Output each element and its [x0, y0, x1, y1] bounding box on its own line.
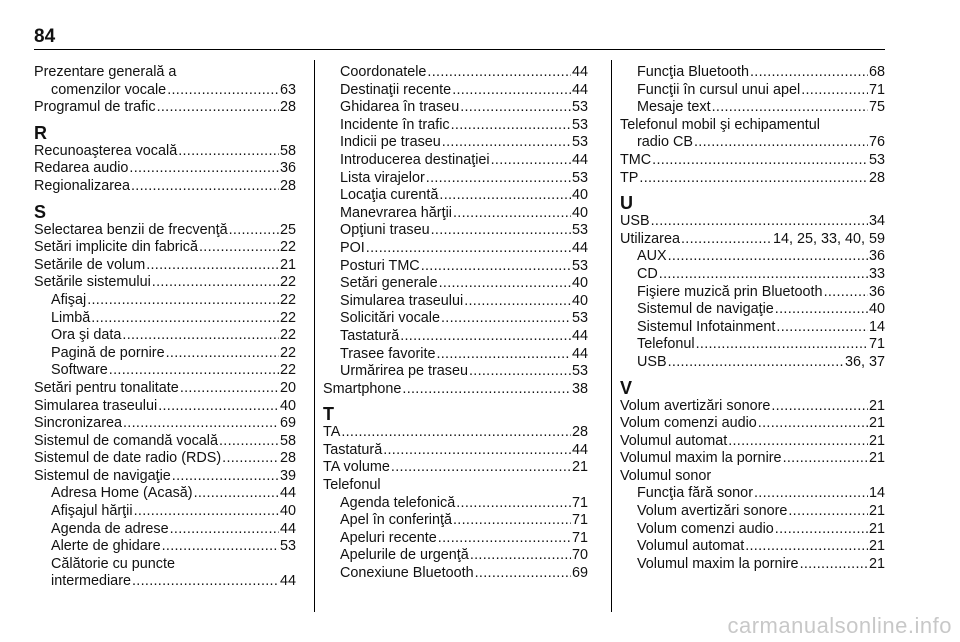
index-entry: USB ..... 36, 37: [620, 354, 885, 372]
index-entry: Telefonul ..... 71: [620, 336, 885, 354]
index-entry: Introducerea destinaţiei ..... 44: [323, 152, 588, 170]
index-entry: Programul de trafic ..... 28: [34, 99, 296, 117]
index-entry: Sistemul de navigaţie ..... 40: [620, 301, 885, 319]
index-entry: Sistemul de navigaţie ..... 39: [34, 468, 296, 486]
index-entry: Volumul sonor: [620, 467, 712, 484]
index-entry: Agenda telefonică ..... 71: [323, 495, 588, 513]
index-entry: Apel în conferinţă ..... 71: [323, 512, 588, 530]
index-entry: Selectarea benzii de frecvenţă ..... 25: [34, 222, 296, 240]
index-entry: Alerte de ghidare ..... 53: [34, 538, 296, 556]
index-entry: Lista virajelor ..... 53: [323, 170, 588, 188]
index-entry: Mesaje text ..... 75: [620, 99, 885, 117]
column-divider: [611, 60, 612, 612]
index-entry: Volumul automat ..... 21: [620, 538, 885, 556]
column-divider: [314, 60, 315, 612]
index-entry: Fişiere muzică prin Bluetooth ..... 36: [620, 284, 885, 302]
index-entry: Volumul automat ..... 21: [620, 433, 885, 451]
index-entry: Apeluri recente ..... 71: [323, 530, 588, 548]
section-letter: R: [34, 122, 47, 143]
index-entry: Ora şi data ..... 22: [34, 327, 296, 345]
index-entry: Sincronizarea ..... 69: [34, 415, 296, 433]
index-entry: TA volume ..... 21: [323, 459, 588, 477]
index-entry: Sistemul Infotainment ..... 14: [620, 319, 885, 337]
index-entry: Volum comenzi audio ..... 21: [620, 521, 885, 539]
index-entry: TMC ..... 53: [620, 152, 885, 170]
index-entry: Agenda de adrese ..... 44: [34, 521, 296, 539]
index-entry: USB ..... 34: [620, 213, 885, 231]
index-entry: Adresa Home (Acasă) ..... 44: [34, 485, 296, 503]
index-entry: Opţiuni traseu ..... 53: [323, 222, 588, 240]
index-entry: POI ..... 44: [323, 240, 588, 258]
index-entry: Urmărirea pe traseu ..... 53: [323, 363, 588, 381]
index-entry: Pagină de pornire ..... 22: [34, 345, 296, 363]
index-entry: Volumul maxim la pornire ..... 21: [620, 556, 885, 574]
index-entry: Setări implicite din fabrică ..... 22: [34, 239, 296, 257]
index-entry: Volum comenzi audio ..... 21: [620, 415, 885, 433]
watermark: carmanualsonline.info: [727, 613, 952, 638]
section-letter: V: [620, 377, 633, 398]
index-entry: Indicii pe traseu ..... 53: [323, 134, 588, 152]
index-entry: comenzilor vocale ..... 63: [34, 82, 296, 100]
index-entry: Solicitări vocale ..... 53: [323, 310, 588, 328]
index-entry: Ghidarea în traseu ..... 53: [323, 99, 588, 117]
index-entry: Călătorie cu puncte: [51, 555, 175, 572]
index-entry: Sistemul de date radio (RDS) ..... 28: [34, 450, 296, 468]
section-letter: T: [323, 404, 334, 425]
page-number: 84: [34, 26, 56, 47]
index-entry: Regionalizarea ..... 28: [34, 178, 296, 196]
index-column-2: [323, 64, 588, 583]
index-entry: AUX ..... 36: [620, 248, 885, 266]
index-entry: Setările de volum ..... 21: [34, 257, 296, 275]
index-entry: Destinaţii recente ..... 44: [323, 82, 588, 100]
index-entry: Software ..... 22: [34, 362, 296, 380]
index-entry: Telefonul mobil şi echipamentul: [620, 116, 820, 133]
index-entry: Simularea traseului ..... 40: [34, 398, 296, 416]
index-entry: Setările sistemului ..... 22: [34, 274, 296, 292]
index-entry: Volumul maxim la pornire ..... 21: [620, 450, 885, 468]
index-entry: Limbă ..... 22: [34, 310, 296, 328]
index-entry: Redarea audio ..... 36: [34, 160, 296, 178]
index-entry: Conexiune Bluetooth ..... 69: [323, 565, 588, 583]
index-entry: Coordonatele ..... 44: [323, 64, 588, 82]
index-entry: Tastatură ..... 44: [323, 442, 588, 460]
index-entry: Afişaj ..... 22: [34, 292, 296, 310]
index-entry: Setări pentru tonalitate ..... 20: [34, 380, 296, 398]
index-entry: Afişajul hărţii ..... 40: [34, 503, 296, 521]
index-entry: Incidente în trafic ..... 53: [323, 117, 588, 135]
index-entry: Setări generale ..... 40: [323, 275, 588, 293]
index-entry: Simularea traseului ..... 40: [323, 293, 588, 311]
index-entry: Funcţii în cursul unui apel ..... 71: [620, 82, 885, 100]
index-entry: Recunoaşterea vocală ..... 58: [34, 143, 296, 161]
index-entry: Funcţia Bluetooth ..... 68: [620, 64, 885, 82]
index-entry: Sistemul de comandă vocală ..... 58: [34, 433, 296, 451]
section-letter: U: [620, 193, 633, 214]
index-entry: Locaţia curentă ..... 40: [323, 187, 588, 205]
index-entry: TP ..... 28: [620, 170, 885, 188]
index-entry: TA ..... 28: [323, 424, 588, 442]
index-column-1: [34, 64, 296, 591]
index-entry: Posturi TMC ..... 53: [323, 258, 588, 276]
index-entry: Prezentare generală a: [34, 64, 177, 80]
index-entry: Volum avertizări sonore ..... 21: [620, 503, 885, 521]
index-entry: Trasee favorite ..... 44: [323, 346, 588, 364]
index-entry: Smartphone ..... 38: [323, 381, 588, 399]
index-entry: CD ..... 33: [620, 266, 885, 284]
index-entry: Utilizarea ..... 14, 25, 33, 40, 59: [620, 231, 885, 249]
header-rule: [34, 49, 885, 50]
index-entry: Manevrarea hărţii ..... 40: [323, 205, 588, 223]
index-entry: Telefonul: [323, 477, 381, 494]
index-entry: intermediare ..... 44: [34, 573, 296, 591]
index-entry: Tastatură ..... 44: [323, 328, 588, 346]
section-letter: S: [34, 201, 47, 222]
index-entry: Funcţia fără sonor ..... 14: [620, 485, 885, 503]
index-column-3: [620, 64, 885, 573]
index-entry: Volum avertizări sonore ..... 21: [620, 398, 885, 416]
index-entry: radio CB ..... 76: [620, 134, 885, 152]
index-entry: Apelurile de urgenţă ..... 70: [323, 547, 588, 565]
